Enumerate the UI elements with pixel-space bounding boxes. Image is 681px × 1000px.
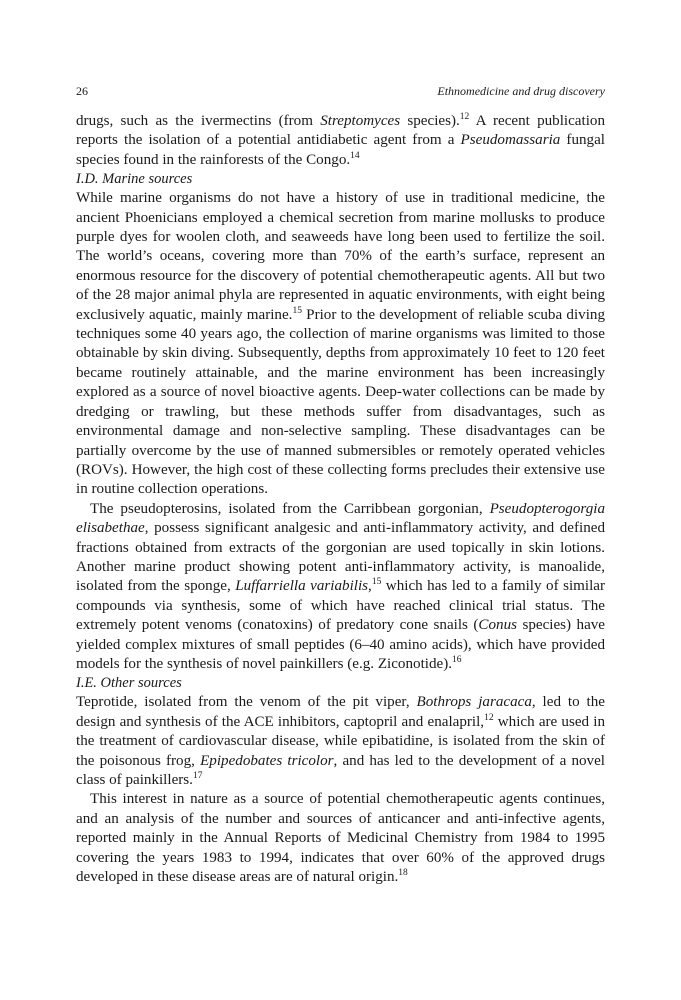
species-name: Conus bbox=[478, 617, 517, 634]
citation-ref: 15 bbox=[371, 577, 382, 588]
citation-ref: 15 bbox=[292, 305, 302, 316]
running-title: Ethnomedicine and drug discovery bbox=[437, 84, 605, 98]
paragraph-continued: drugs, such as the ivermectins (from Streptomyces species).$^{12}$ A recent publication reports the isolation of a potential antidiabetic agent from a Pseudomassaria fungal species found in the rainforests of the Congo.$^{14}$ bbox=[76, 112, 605, 168]
citation-ref: 12 bbox=[484, 712, 494, 723]
page-number: 26 bbox=[76, 84, 88, 98]
species-name: Epipedobates tricolor bbox=[200, 752, 334, 769]
species-name: Pseudomassaria bbox=[460, 132, 561, 149]
paragraph-natural-origin: This interest in nature as a source of potential chemotherapeutic agents continues, and an analysis of the number and sources of anticancer and anti-infective agents, reported mainly in the Annual Reports of Medicinal Chemistry from 1984 to 1995 covering the years 1983 to 1994, indicates that over 60% of the approved drugs developed in these disease areas are of natural origin.$^{18}$ bbox=[76, 791, 605, 886]
species-name: Bothrops jaracaca bbox=[416, 694, 532, 711]
paragraph-marine-products: The pseudopterosins, isolated from the Carribbean gorgonian, Pseudopterogorgia elisabethae, possess significant analgesic and anti-inflammatory activity, and defined fractions obtained from extracts of the gorgonian are used topically in skin lotions. Another marine product showing potent anti-inflammatory activity, is manoalide, isolated from the sponge, Luffarriella variabilis,$^{15}$ which has led to a family of similar compounds via synthesis, some of which have reached clinical trial status. The extremely potent venoms (conatoxins) of predatory cone snails (Conus species) have yielded complex mixtures of small peptides (6–40 amino acids), which have provided models for the synthesis of novel painkillers (e.g. Ziconotide).$^{16}$ bbox=[76, 500, 606, 672]
citation-ref: 16 bbox=[452, 654, 462, 665]
paragraph-other-sources: Teprotide, isolated from the venom of the pit viper, Bothrops jaracaca, led to the design and synthesis of the ACE inhibitors, captopril and enalapril,$^{12}$ which are used in the treatment of cardiovascular disease, while epibatidine, is isolated from the skin of the poisonous frog, Epipedobates tricolor, and has led to the development of a novel class of painkillers.$^{17}$ bbox=[76, 694, 605, 788]
body-text bbox=[76, 112, 605, 887]
species-name: Luffarriella variabilis bbox=[235, 578, 369, 595]
species-name: Pseudopterogorgia elisabethae bbox=[76, 500, 605, 537]
species-name: Streptomyces bbox=[320, 113, 401, 129]
section-heading-marine: I.D. Marine sources bbox=[76, 171, 193, 188]
citation-ref: 18 bbox=[398, 868, 408, 879]
citation-ref: 17 bbox=[192, 771, 203, 781]
citation-ref: 12 bbox=[459, 112, 470, 122]
citation-ref: 14 bbox=[350, 150, 360, 161]
paragraph-marine-intro: While marine organisms do not have a history of use in traditional medicine, the ancient Phoenicians employed a chemical secretion from marine mollusks to produce purple dyes for woolen cloth, and seaweeds have long been used to fertilize the soil. The world’s oceans, covering more than 70% of the earth’s surface, represent an enormous resource for the discovery of potential chemotherapeutic agents. All but two of the 28 major animal phyla are represented in aquatic environments, with eight being exclusively aquatic, mainly marine.$^{15}$ Prior to the development of reliable scuba diving techniques some 40 years ago, the collection of marine organisms was limited to those obtainable by skin diving. Subsequently, depths from approximately 10 feet to 120 feet became routinely attainable, and the marine environment has been increasingly explored as a source of novel bioactive agents. Deep-water collections can be made by dredging or trawling, but these methods suffer from disadvantages, such as environmental damage and non-selective sampling. These disadvantages can be partially overcome by the use of manned submersibles or remotely operated vehicles (ROVs). However, the high cost of these collecting forms precludes their extensive use in routine collection operations. bbox=[76, 190, 606, 498]
section-heading-other: I.E. Other sources bbox=[76, 675, 182, 692]
